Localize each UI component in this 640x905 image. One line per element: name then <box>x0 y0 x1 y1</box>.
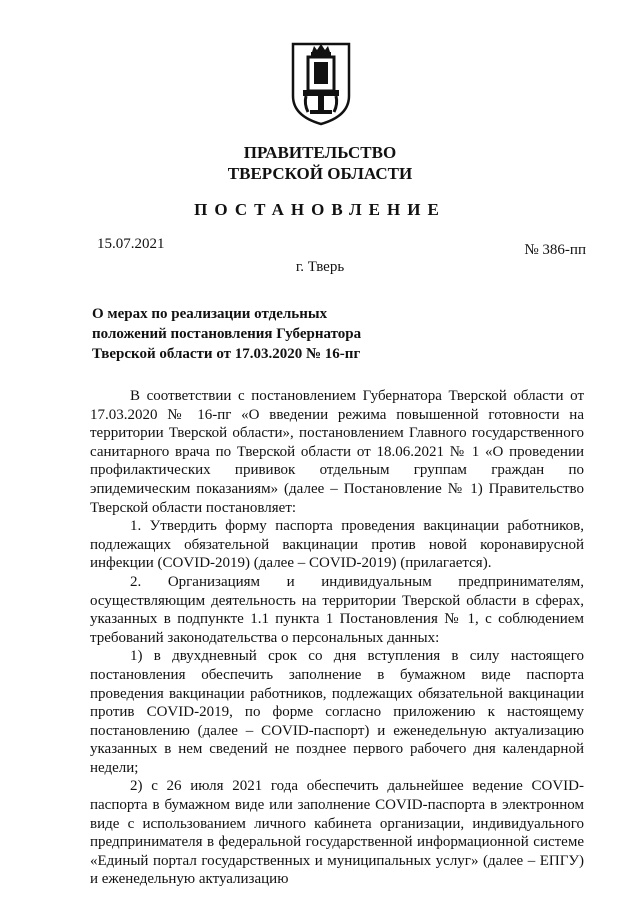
document-number: № 386-пп <box>524 242 586 258</box>
paragraph-subitem-2: 2) с 26 июля 2021 года обеспечить дальнейшее ведение COVID-паспорта в бумажном виде или заполнение COVID-паспорта в электронном виде с использованием личного кабинета организации, индивидуального предпринимателя в федеральной государственной информационной системе «Единый портал государственных и муниципальных услуг» (далее – ЕПГУ) и еженедельную актуализацию <box>90 778 584 888</box>
document-type: ПОСТАНОВЛЕНИЕ <box>194 200 446 219</box>
paragraph-subitem-1: 1) в двухдневный срок со дня вступления в силу настоящего постановления обеспечить заполнение в бумажном виде паспорта проведения вакцинации работников, подлежащих обязательной вакцинации против COVID-2019, по форме согласно приложению к настоящему постановлению (далее – COVID-паспорт) и еженедельную актуализацию указанных в нем сведений не позднее первого рабочего дня календарной недели; <box>90 648 584 776</box>
paragraph-item-2: 2. Организациям и индивидуальным предпринимателям, осуществляющим деятельность на территории Тверской области в сферах, указанных в подпункте 1.1 пункта 1 Постановления № 1, с соблюдением требований законодательства о персональных данных: <box>90 573 584 646</box>
document-date: 15.07.2021 <box>97 236 165 252</box>
paragraph-preamble: В соответствии с постановлением Губернатора Тверской области от 17.03.2020 № 16-пг «О введении режима повышенной готовности на территории Тверской области», постановлением Главного государственного санитарного врача по Тверской области от 18.06.2021 № 1 «О проведении профилактических прививок отдельным группам граждан по эпидемическим показаниям» (далее – Постановление № 1) Правительство Тверской области постановляет: <box>90 388 584 516</box>
document-title: О мерах по реализации отдельных положений постановления Губернатора Тверской области от 17.03.2020 № 16-пг <box>92 306 362 362</box>
authority-name-line2: ТВЕРСКОЙ ОБЛАСТИ <box>227 164 413 183</box>
coat-of-arms-icon <box>290 40 352 126</box>
paragraph-item-1: 1. Утвердить форму паспорта проведения вакцинации работников, подлежащих обязательной вакцинации против новой коронавирусной инфекции (COVID-2019) (далее – COVID-2019) (прилагается). <box>90 518 584 572</box>
authority-name-line1: ПРАВИТЕЛЬСТВО <box>243 143 397 162</box>
document-body <box>90 387 584 889</box>
document-city: г. Тверь <box>295 259 345 275</box>
